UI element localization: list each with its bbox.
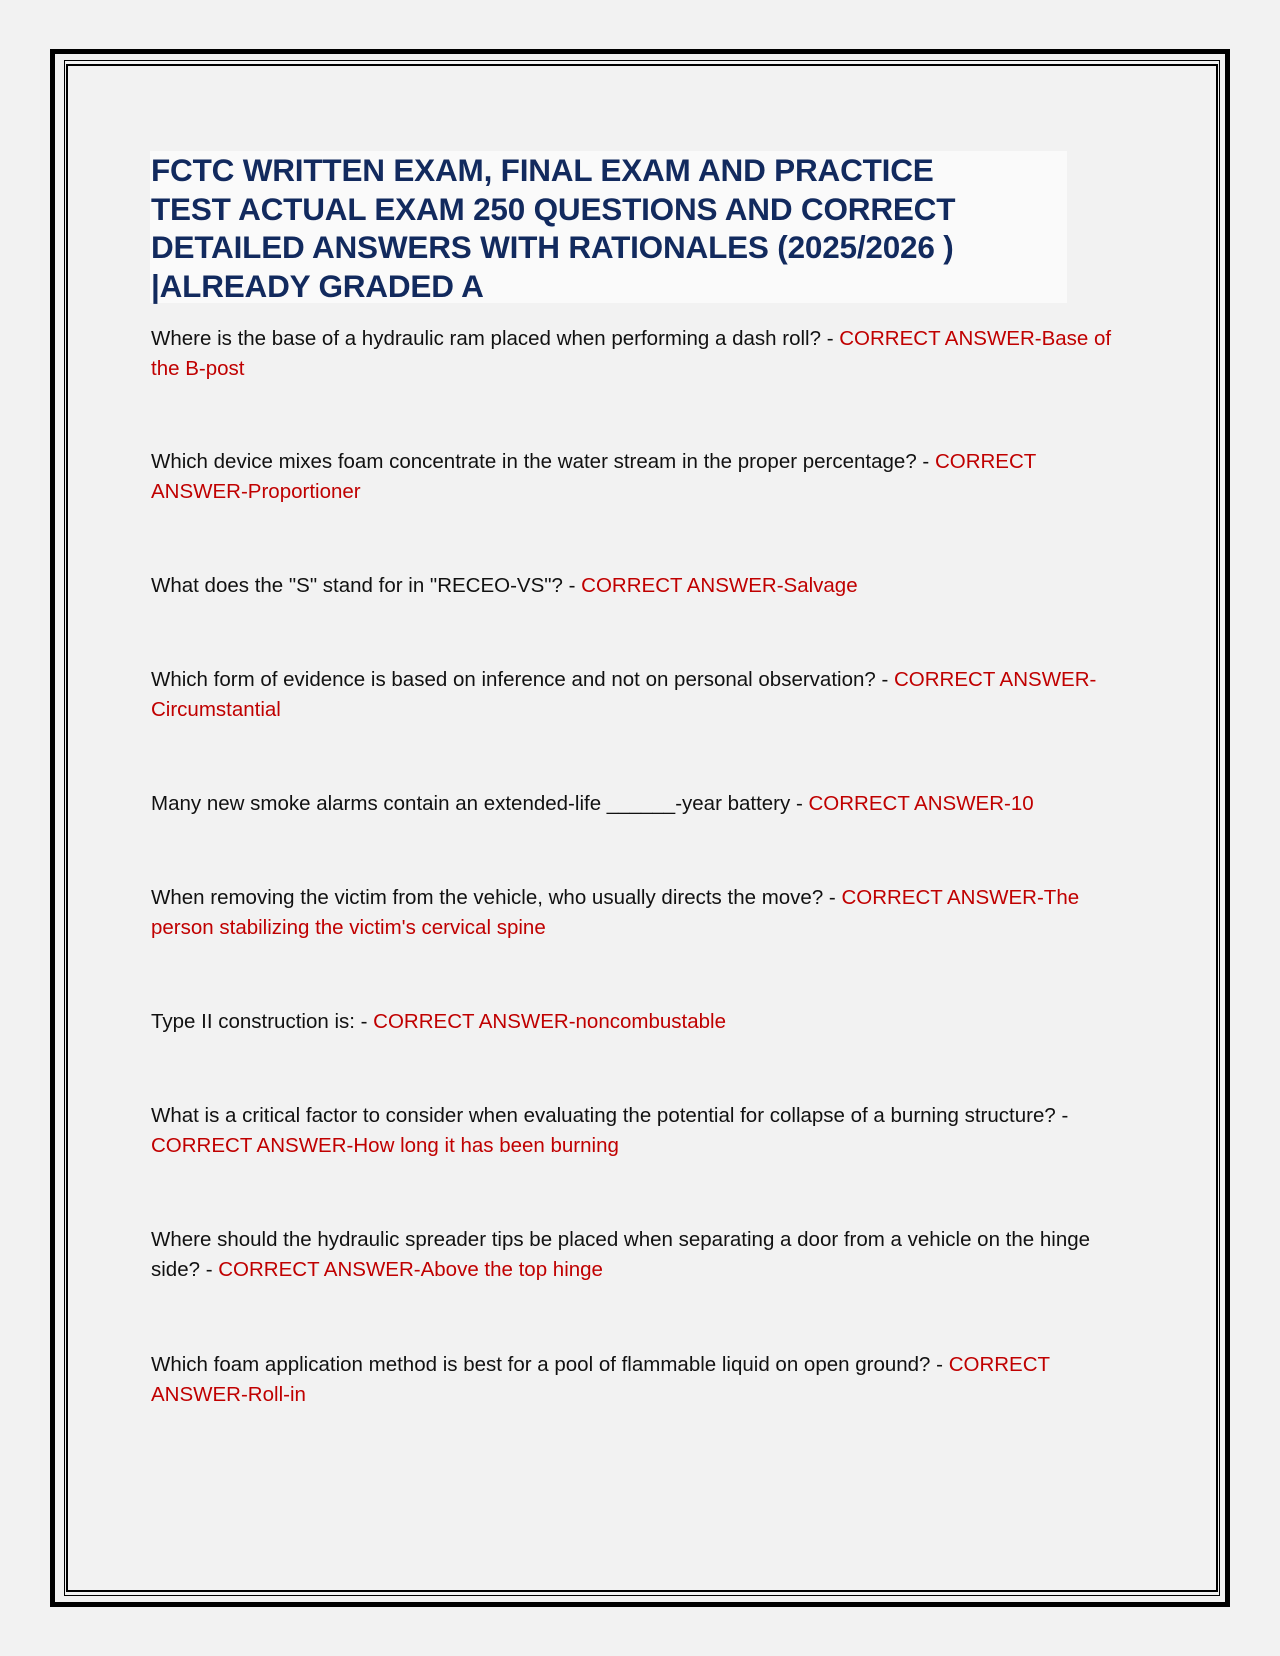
qa-item-6 xyxy=(151,883,1131,943)
answer-text: CORRECT ANSWER-How long it has been burning xyxy=(151,1134,619,1157)
question-text: Where is the base of a hydraulic ram placed when performing a dash roll? - xyxy=(151,327,840,350)
title-line: |ALREADY GRADED A xyxy=(151,267,484,304)
question-text: Which foam application method is best for a pool of flammable liquid on open ground? - xyxy=(151,1353,949,1376)
question-text: What does the "S" stand for in "RECEO-VS"? - xyxy=(151,574,582,597)
qa-item-7 xyxy=(151,1007,726,1037)
answer-text: CORRECT ANSWER-Salvage xyxy=(581,574,858,597)
qa-item-10 xyxy=(151,1350,1131,1410)
qa-item-4 xyxy=(151,665,1131,725)
question-text: Many new smoke alarms contain an extended-life ______-year battery - xyxy=(151,792,809,815)
question-text: Which device mixes foam concentrate in the water stream in the proper percentage? - xyxy=(151,450,935,473)
question-text: Type II construction is: - xyxy=(151,1010,374,1033)
document-title xyxy=(151,151,1067,305)
question-text: What is a critical factor to consider when evaluating the potential for collapse of a burning structure? - xyxy=(151,1104,1069,1127)
question-text: When removing the victim from the vehicle, who usually directs the move? - xyxy=(151,886,842,909)
title-line: DETAILED ANSWERS WITH RATIONALES (2025/2026 ) xyxy=(151,229,954,265)
title-line: FCTC WRITTEN EXAM, FINAL EXAM AND PRACTICE xyxy=(151,152,934,188)
answer-text: CORRECT ANSWER-The person stabilizing the victim's cervical spine xyxy=(151,886,1080,939)
qa-item-2 xyxy=(151,447,1131,507)
qa-item-5 xyxy=(151,789,1034,819)
qa-item-9 xyxy=(151,1225,1131,1285)
title-box xyxy=(150,151,1067,303)
question-text: Which form of evidence is based on inference and not on personal observation? - xyxy=(151,668,894,691)
answer-text: CORRECT ANSWER-Above the top hinge xyxy=(218,1258,603,1281)
answer-text: CORRECT ANSWER-Roll-in xyxy=(151,1353,1050,1406)
question-text: Where should the hydraulic spreader tips be placed when separating a door from a vehicle on the hinge side? - xyxy=(151,1228,1091,1281)
answer-text: CORRECT ANSWER-noncombustable xyxy=(373,1010,726,1033)
qa-item-3 xyxy=(151,571,858,601)
answer-text: CORRECT ANSWER-Proportioner xyxy=(151,450,1036,503)
qa-item-1 xyxy=(151,324,1131,384)
title-line: TEST ACTUAL EXAM 250 QUESTIONS AND CORRECT xyxy=(151,190,956,227)
answer-text: CORRECT ANSWER-Circumstantial xyxy=(151,668,1097,721)
answer-text: CORRECT ANSWER-Base of the B-post xyxy=(151,327,1112,380)
answer-text: CORRECT ANSWER-10 xyxy=(808,792,1034,815)
qa-item-8 xyxy=(151,1101,1131,1161)
